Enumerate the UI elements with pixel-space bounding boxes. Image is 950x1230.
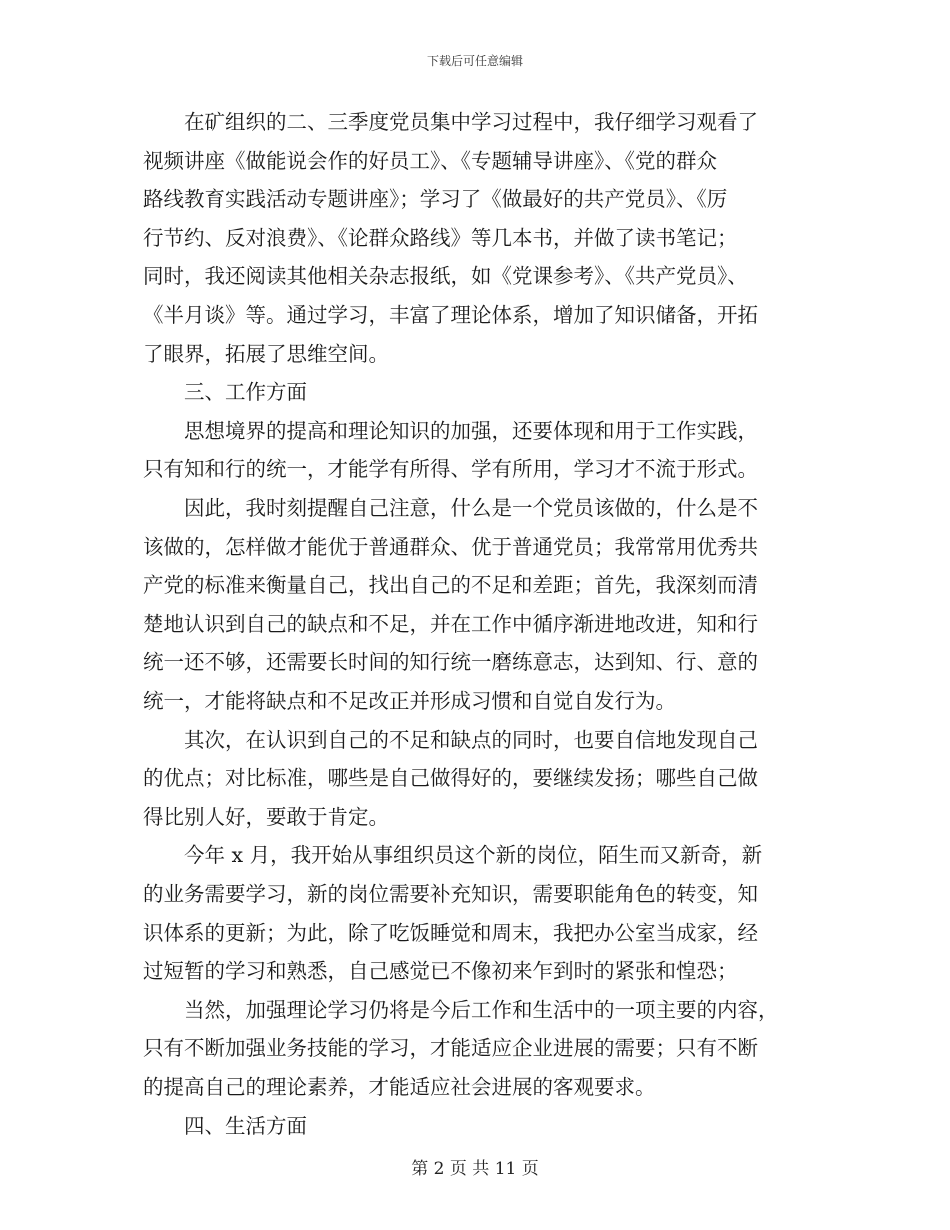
page-footer: 第 2 页 共 11 页 (411, 1159, 539, 1179)
text-line: 思想境界的提高和理论知识的加强，还要体现和用于工作实践， (143, 418, 758, 443)
text-line: 行节约、反对浪费》、《论群众路线》等几本书，并做了读书笔记； (143, 225, 738, 250)
page-header: 下载后可任意编辑 (426, 54, 523, 68)
text-line: 产党的标准来衡量自己，找出自己的不足和差距；首先，我深刻而清 (143, 573, 758, 598)
text-line: 统一还不够，还需要长时间的知行统一磨练意志，达到知、行、意的 (143, 650, 758, 675)
text-line: 识体系的更新；为此，除了吃饭睡觉和周末，我把办公室当成家，经 (143, 920, 758, 945)
text-line: 同时，我还阅读其他相关杂志报纸，如《党课参考》、《共产党员》、 (143, 264, 748, 289)
text-line: 该做的，怎样做才能优于普通群众、优于普通党员；我常常用优秀共 (143, 534, 758, 559)
text-line: 只有不断加强业务技能的学习，才能适应企业进展的需要；只有不断 (143, 1036, 758, 1061)
text-line: 的业务需要学习，新的岗位需要补充知识，需要职能角色的转变，知 (143, 882, 758, 906)
text-line: 视频讲座《做能说会作的好员工》、《专题辅导讲座》、《党的群众 (143, 148, 717, 173)
text-line: 路线教育实践活动专题讲座》；学习了《做最好的共产党员》、《厉 (143, 187, 728, 212)
text-line: 统一，才能将缺点和不足改正并形成习惯和自觉自发行为。 (143, 689, 676, 713)
text-line: 今年 x 月，我开始从事组织员这个新的岗位，陌生而又新奇，新 (143, 843, 763, 868)
text-line: 三、工作方面 (143, 380, 307, 405)
text-line: 楚地认识到自己的缺点和不足，并在工作中循序渐进地改进，知和行 (143, 611, 758, 636)
text-line: 四、生活方面 (143, 1113, 307, 1138)
text-line: 只有知和行的统一，才能学有所得、学有所用，学习才不流于形式。 (143, 457, 758, 482)
text-line: 当然，加强理论学习仍将是今后工作和生活中的一项主要的内容， (143, 997, 779, 1022)
text-line: 得比别人好，要敢于肯定。 (143, 804, 389, 829)
text-line: 过短暂的学习和熟悉，自己感觉已不像初来乍到时的紧张和惶恐； (143, 959, 738, 984)
text-line: 的提高自己的理论素养，才能适应社会进展的客观要求。 (143, 1075, 656, 1099)
text-line: 其次，在认识到自己的不足和缺点的同时，也要自信地发现自己 (143, 727, 758, 752)
text-line: 在矿组织的二、三季度党员集中学习过程中，我仔细学习观看了 (143, 110, 758, 134)
text-line: 因此，我时刻提醒自己注意，什么是一个党员该做的，什么是不 (143, 496, 758, 520)
text-line: 的优点；对比标准，哪些是自己做得好的，要继续发扬；哪些自己做 (143, 766, 758, 791)
text-line: 《半月谈》等。通过学习，丰富了理论体系，增加了知识储备，开拓 (143, 303, 758, 327)
text-line: 了眼界，拓展了思维空间。 (143, 341, 389, 366)
